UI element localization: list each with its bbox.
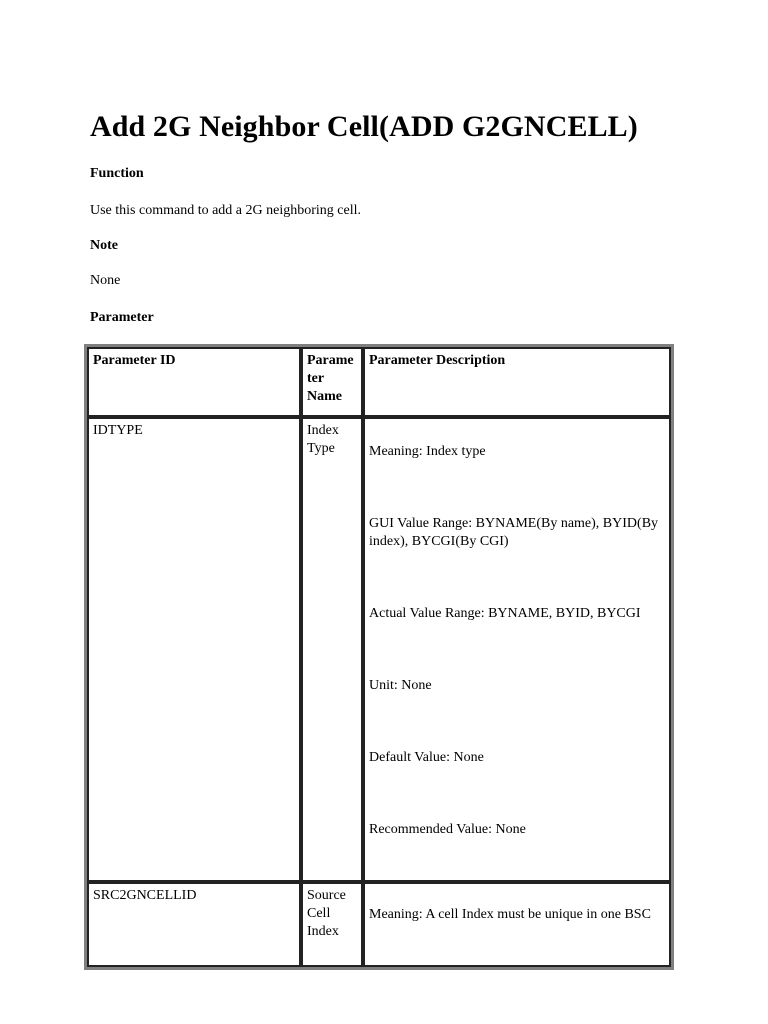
- header-name-line: ter: [307, 371, 325, 386]
- description-default: Default Value: None: [369, 750, 484, 765]
- param-id-cell: IDTYPE: [87, 417, 301, 882]
- table-header-row: [87, 347, 671, 417]
- description-actual-range: Actual Value Range: BYNAME, BYID, BYCGI: [369, 606, 641, 621]
- description-recommended: Recommended Value: None: [369, 822, 526, 837]
- description-meaning: Meaning: A cell Index must be unique in one BSC: [369, 907, 651, 922]
- param-description-cell: [363, 882, 671, 967]
- header-parameter-name: [301, 347, 363, 417]
- param-name-cell: [301, 417, 363, 882]
- header-parameter-description: Parameter Description: [363, 347, 671, 417]
- header-name-line: Name: [307, 389, 342, 404]
- description-unit: Unit: None: [369, 678, 432, 693]
- header-name-line: Parame: [307, 353, 354, 368]
- param-description-cell: [363, 417, 671, 882]
- param-name-line: Cell: [307, 906, 331, 921]
- table-row: [87, 882, 671, 967]
- param-name-line: Source: [307, 888, 346, 903]
- param-name-line: Index: [307, 924, 339, 939]
- param-id-cell: SRC2GNCELLID: [87, 882, 301, 967]
- parameter-heading: Parameter: [90, 310, 154, 325]
- table-row: [87, 417, 671, 882]
- function-heading: Function: [90, 166, 144, 181]
- param-name-cell: [301, 882, 363, 967]
- note-text: None: [90, 273, 121, 288]
- note-heading: Note: [90, 238, 118, 253]
- param-name-line: Index: [307, 423, 339, 438]
- function-text: Use this command to add a 2G neighboring cell.: [90, 203, 361, 218]
- param-name-line: Type: [307, 441, 335, 456]
- header-parameter-id: Parameter ID: [87, 347, 301, 417]
- page-title: Add 2G Neighbor Cell(ADD G2GNCELL): [90, 110, 638, 143]
- description-gui-range: GUI Value Range: BYNAME(By name), BYID(By index), BYCGI(By CGI): [369, 516, 659, 549]
- description-meaning: Meaning: Index type: [369, 444, 486, 459]
- parameter-table: [84, 344, 674, 970]
